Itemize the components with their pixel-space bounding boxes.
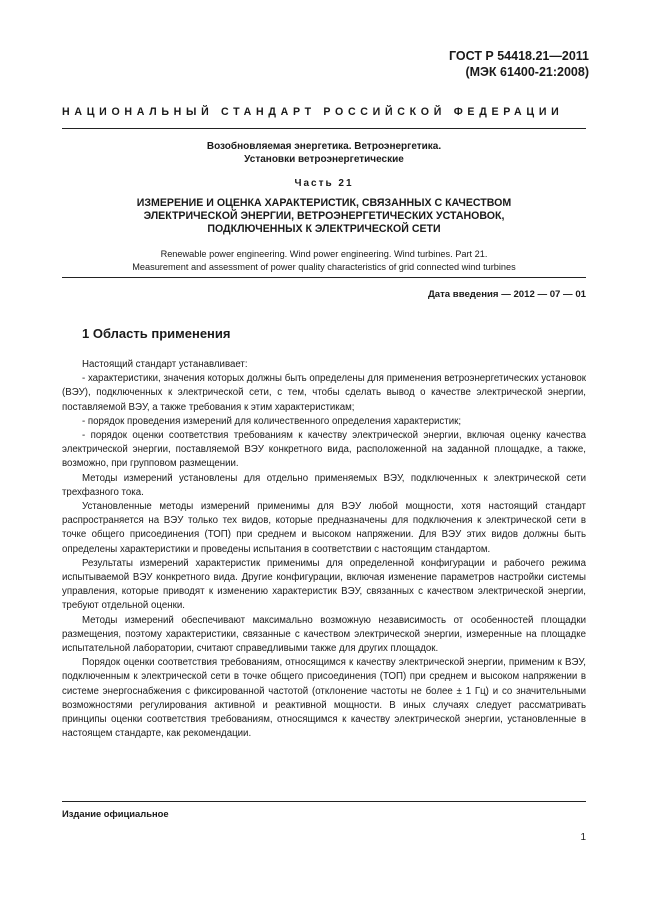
- paragraph: Настоящий стандарт устанавливает:: [82, 359, 248, 370]
- paragraph: - порядок оценки соответствия требованиям к качеству электрической энергии, включая оценку качества электрической энергии, поставляемой ВЭУ конкретного вида, расположенной на заданной площадке, а также, возможно, при групповом размещении.: [62, 430, 586, 470]
- iec-number: (МЭК 61400-21:2008): [465, 65, 589, 79]
- edition-label: Издание официальное: [62, 808, 169, 819]
- main-title-line-1: ИЗМЕРЕНИЕ И ОЦЕНКА ХАРАКТЕРИСТИК, СВЯЗАННЫХ С КАЧЕСТВОМ: [136, 197, 512, 209]
- paragraph: Результаты измерений характеристик применимы для определенной конфигурации и рабочего режима испытываемой ВЭУ конкретного вида. Другие конфигурации, включая изменение параметров настройки системы управления, которые приводят к изменению характеристик ВЭУ, связанных с качеством электрической энергии, требуют отдельной оценки.: [62, 557, 586, 612]
- main-title-line-3: ПОДКЛЮЧЕННЫХ К ЭЛЕКТРИЧЕСКОЙ СЕТИ: [207, 223, 441, 235]
- main-title-line-2: ЭЛЕКТРИЧЕСКОЙ ЭНЕРГИИ, ВЕТРОЭНЕРГЕТИЧЕСКИХ УСТАНОВОК,: [143, 210, 505, 222]
- english-title-line-1: Renewable power engineering. Wind power engineering. Wind turbines. Part 21.: [160, 249, 488, 259]
- introduction-date: Дата введения — 2012 — 07 — 01: [427, 289, 586, 300]
- top-divider: [62, 128, 586, 129]
- paragraph: Установленные методы измерений применимы для ВЭУ любой мощности, хотя настоящий стандарт распространяется на ВЭУ только тех видов, которые предназначены для подключения к электрической сети в точке общего присоединения (ТОП) при среднем и высоком напряжении. Для ВЭУ этих видов должны быть определены характеристики и проведены испытания в соответствии с настоящим стандартом.: [62, 501, 586, 555]
- standard-designation: [449, 48, 589, 80]
- section-body: [62, 358, 586, 741]
- title-line-2: Установки ветроэнергетические: [244, 154, 404, 165]
- paragraph: Методы измерений установлены для отдельно применяемых ВЭУ, подключенных к электрической сети трехфазного тока.: [62, 472, 586, 498]
- bottom-divider: [62, 801, 586, 802]
- main-title: [62, 197, 586, 236]
- part-label: Часть 21: [294, 178, 354, 189]
- middle-divider: [62, 277, 586, 278]
- paragraph: Порядок оценки соответствия требованиям, относящимся к качеству электрической энергии, применим к ВЭУ, подключенным к электрической сети в точке общего присоединения (ТОП) при среднем и высоком напряжении в системе энергоснабжения с фиксированной частотой (отклонение частоты не более ± 1 Гц) и со значительными возможностями регулирования активной и реактивной мощности. В иных случаях следует рассматривать принципы оценки соответствия требованиям, относящимся к качеству электрической энергии, установленные в настоящем стандарте, как рекомендации.: [62, 657, 586, 740]
- english-title-line-2: Measurement and assessment of power quality characteristics of grid connected wind turbines: [132, 262, 516, 272]
- page-number: 1: [580, 832, 586, 843]
- title-block: [62, 140, 586, 274]
- title-line-1: Возобновляемая энергетика. Ветроэнергетика.: [206, 141, 442, 152]
- paragraph: Методы измерений обеспечивают максимально возможную независимость от особенностей площадки размещения, поэтому характеристики, связанные с качеством электрической энергии, измеренные на площадке испытательной лаборатории, считают справедливыми также для других площадок.: [62, 614, 586, 655]
- english-title: [62, 248, 586, 274]
- paragraph: - характеристики, значения которых должны быть определены для применения ветроэнергетических установок (ВЭУ), подключенных к электрической сети, с тем, чтобы сделать вывод о качестве электрической энергии, поставляемой ВЭУ, а также требования к этим характеристикам;: [62, 373, 586, 413]
- national-standard-heading: НАЦИОНАЛЬНЫЙ СТАНДАРТ РОССИЙСКОЙ ФЕДЕРАЦИИ: [62, 106, 564, 118]
- paragraph: - порядок проведения измерений для количественного определения характеристик;: [82, 415, 462, 427]
- standard-number: ГОСТ Р 54418.21—2011: [448, 49, 589, 63]
- section-heading: 1 Область применения: [82, 326, 231, 341]
